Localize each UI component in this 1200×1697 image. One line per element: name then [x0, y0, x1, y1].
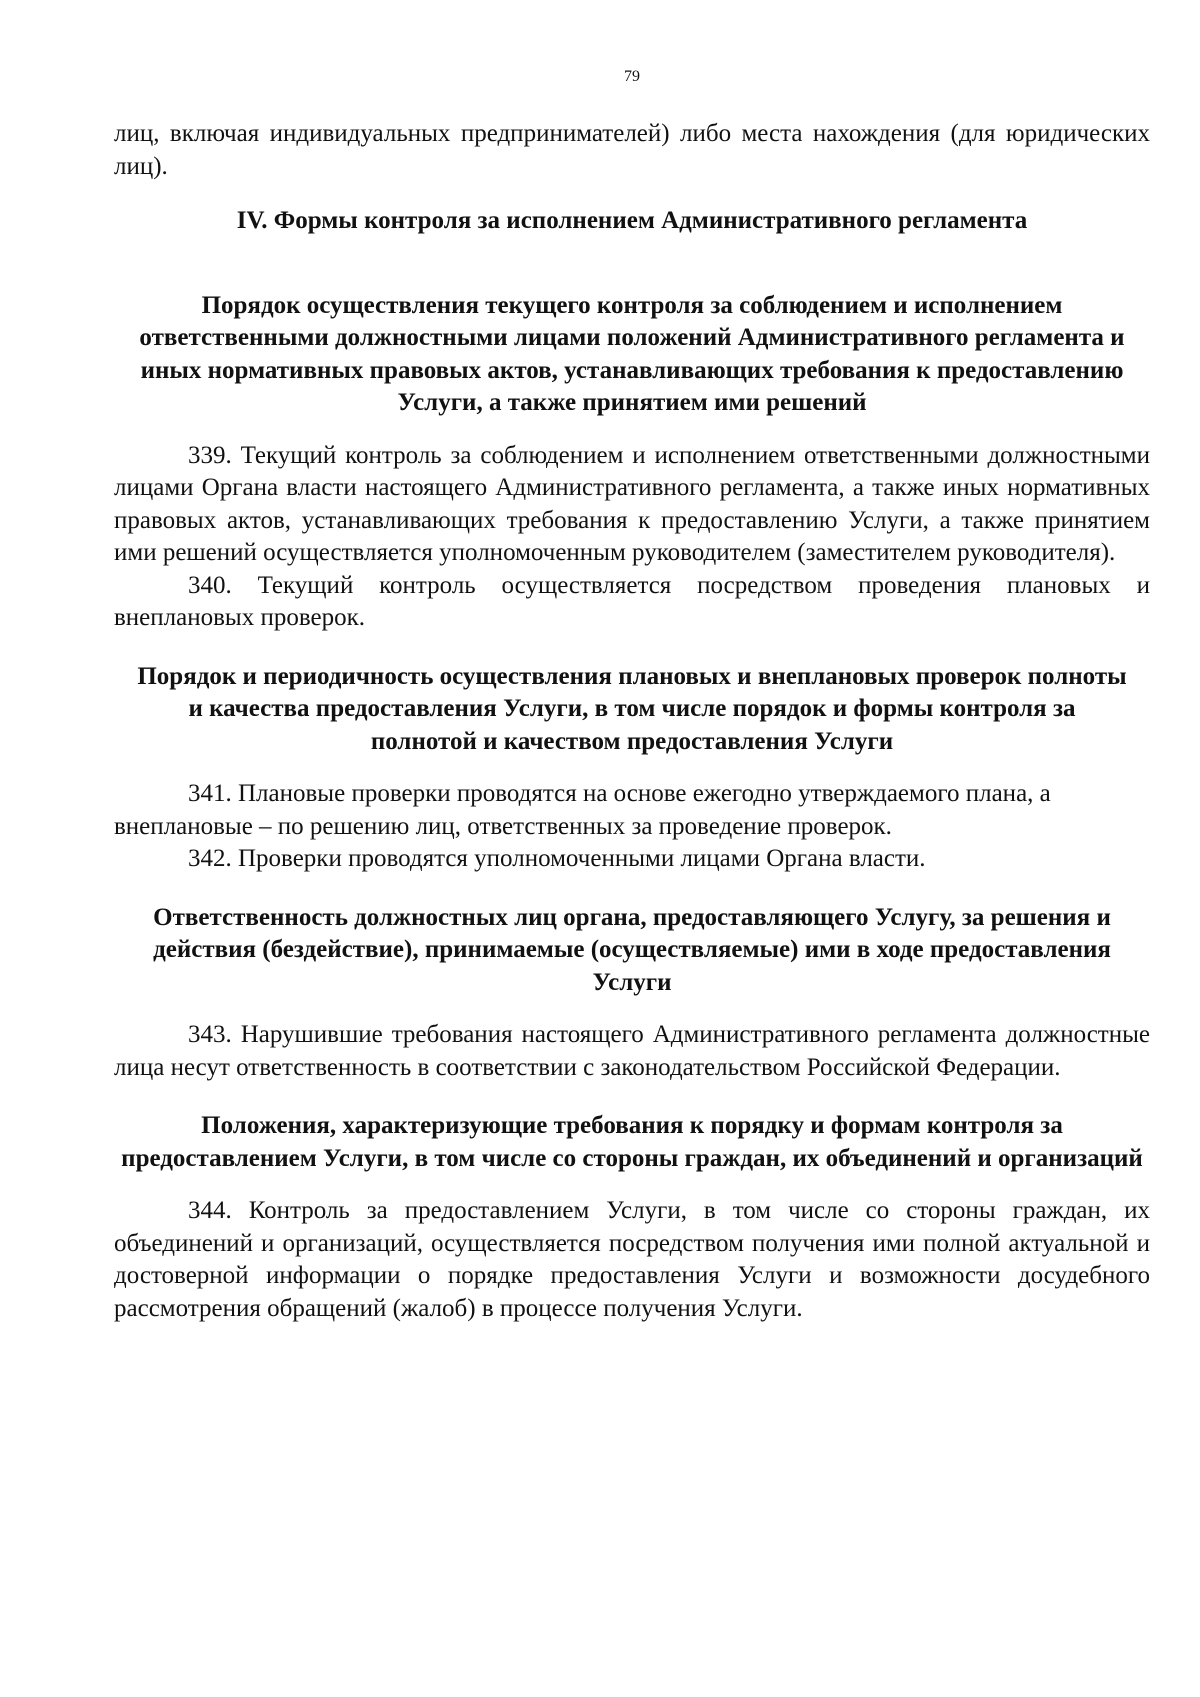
paragraph-339: 339. Текущий контроль за соблюдением и исполнением ответственными должностными лицами Органа власти настоящего Административного регламента, а также иных нормативных правовых актов, устанавливающих требования к предоставлению Услуги, а также принятием ими решений осуществляется уполномоченным руководителем (заместителем руководителя).	[114, 441, 1150, 566]
subsection-heading: Порядок осуществления текущего контроля за соблюдением и исполнением ответственными должностными лицами положений Административного регламента и иных нормативных правовых актов, устанавливающих требования к предоставлению Услуги, а также принятием ими решений	[139, 291, 1125, 416]
paragraph-342: 342. Проверки проводятся уполномоченными лицами Органа власти.	[188, 845, 926, 872]
page-number: 79	[624, 68, 640, 85]
document-body	[114, 118, 1150, 1325]
section-title: IV. Формы контроля за исполнением Административного регламента	[236, 207, 1028, 234]
paragraph-343: 343. Нарушившие требования настоящего Административного регламента должностные лица несут ответственность в соответствии с законодательством Российской Федерации.	[114, 1021, 1150, 1081]
paragraph-341: 341. Плановые проверки проводятся на основе ежегодно утверждаемого плана, а внеплановые – по решению лиц, ответственных за проведение проверок.	[114, 780, 1051, 840]
paragraph-340: 340. Текущий контроль осуществляется посредством проведения плановых и внеплановых проверок.	[114, 571, 1150, 631]
continuation-paragraph: лиц, включая индивидуальных предпринимателей) либо места нахождения (для юридических лиц).	[114, 120, 1150, 180]
subsection-heading: Ответственность должностных лиц органа, предоставляющего Услугу, за решения и действия (бездействие), принимаемые (осуществляемые) ими в ходе предоставления Услуги	[153, 903, 1111, 996]
subsection-heading: Порядок и периодичность осуществления плановых и внеплановых проверок полноты и качества предоставления Услуги, в том числе порядок и формы контроля за полнотой и качеством предоставления Услуги	[137, 662, 1127, 755]
paragraph-344: 344. Контроль за предоставлением Услуги, в том числе со стороны граждан, их объединений и организаций, осуществляется посредством получения ими полной актуальной и достоверной информации о порядке предоставления Услуги и возможности досудебного рассмотрения обращений (жалоб) в процессе получения Услуги.	[114, 1197, 1150, 1322]
subsection-heading: Положения, характеризующие требования к порядку и формам контроля за предоставлением Услуги, в том числе со стороны граждан, их объединений и организаций	[121, 1112, 1143, 1172]
